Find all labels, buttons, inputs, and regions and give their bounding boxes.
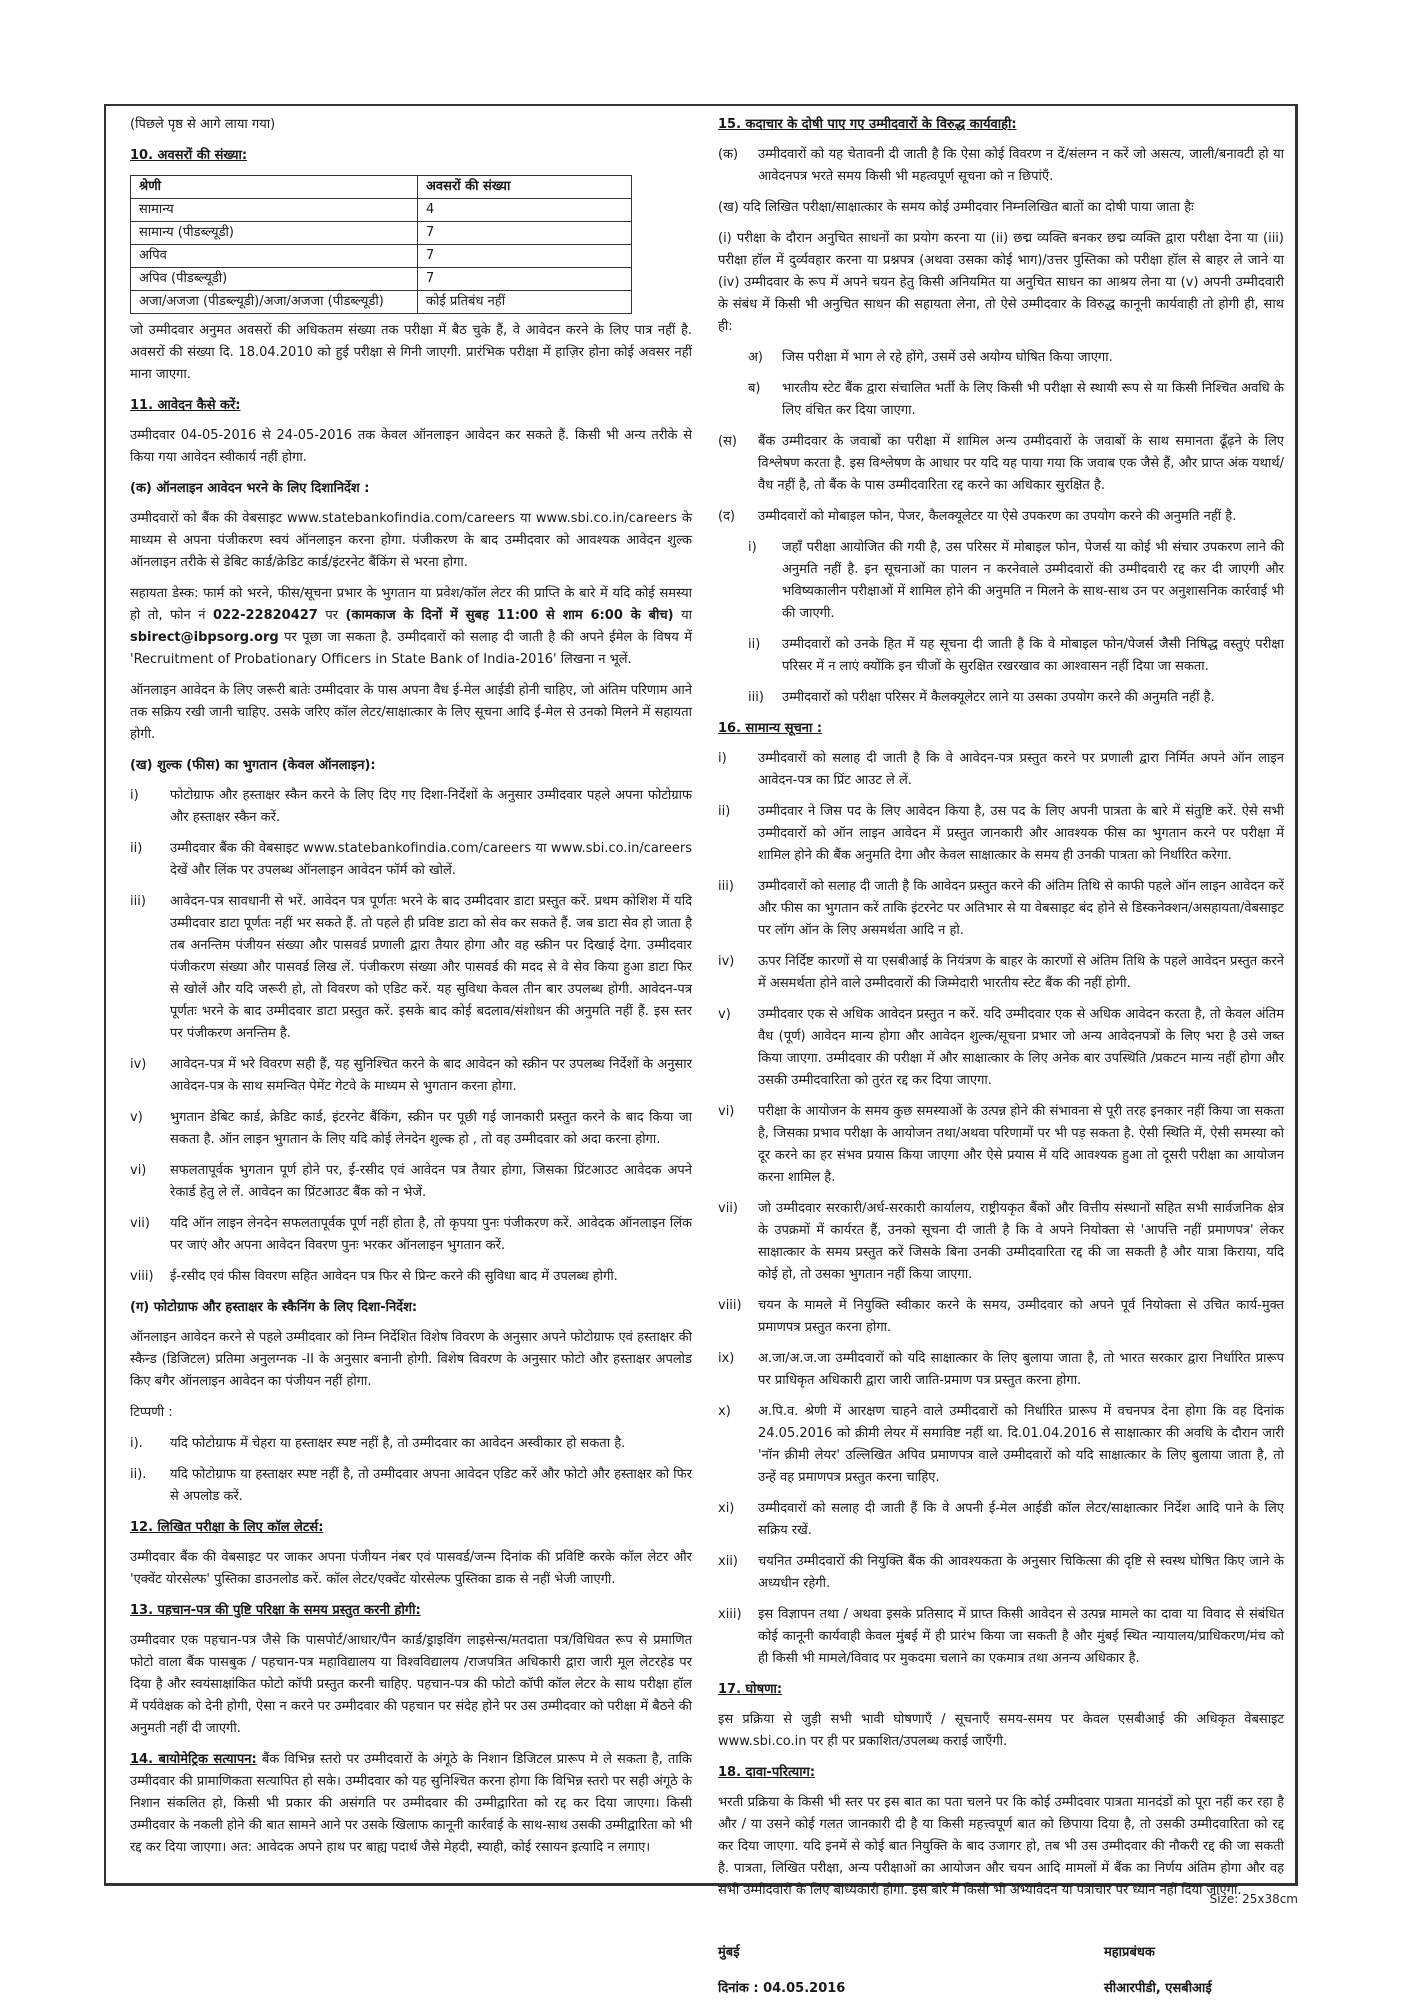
clause-sa [718,431,1284,497]
size-note: Size: 25x38cm [1209,1892,1298,1906]
helpdesk-text: पर [317,608,346,623]
item-text: आवेदन-पत्र सावधानी से भरें. आवेदन पत्र पूर्णतः भरने के बाद उम्मीदवार डाटा प्रस्तुत करें. प्रथम कोशिश में यदि उम्मीदवार डाटा पूर्णतः नहीं भर सकते हैं. तो पहले ही प्रविष्ट डाटा को सेव कर सकते हैं. जब डाटा सेव हो जाता है तब अनन्तिम पंजीयन संख्या और पासवर्ड प्रणाली द्वारा तैयार होगा और वह स्क्रीन पर दिखाई देगा. उम्मीदवार पंजीकरण संख्या और पासवर्ड लिख लें. पंजीकरण संख्या और पासवर्ड की मदद से वे सेव किया हुआ डाटा फिर से खोलें और यदि जरूरी हो, तो विवरण को एडिट करें. यह सुविधा केवल तीन बार उपलब्ध होगी. आवेदन-पत्र पूर्णतः भरने के बाद उम्मीदवार डाटा प्रस्तुत करें. इसके बाद कोई बदलाव/संशोधन की अनुमति नहीं हैं. इस स्तर पर पंजीकरण अनन्तिम है. [170,894,692,1041]
subsection-ga-title: (ग) फोटोग्राफ और हस्ताक्षर के स्कैनिंग के लिए दिशा-निर्देश: [130,1300,418,1315]
section-11-para: उम्मीदवार 04-05-2016 से 24-05-2016 तक केवल ऑनलाइन आवेदन कर सकते हैं. किसी भी अन्य तरीके से किया गया आवेदन स्वीकार्य नहीं होगा. [130,428,692,465]
item-text: जहाँ परीक्षा आयोजित की गयी है, उस परिसर में मोबाइल फोन, पेजर्स या कोई भी संचार उपकरण लाने की अनुमति नहीं है. इन सूचनाओं का पालन न करनेवाले उम्मीदवारों की उम्मीदवारी रद्द कर दी जाएगी और भविष्यकालीन परीक्षाओं में शामिल होने की अनुमति न मिलने के साथ-साथ उन पर अनुशासनिक कार्रवाई भी की जाएगी. [782,540,1284,621]
clause-marker: (स) [718,434,737,449]
fee-payment-item [130,1054,692,1098]
item-marker: iv) [130,1057,147,1072]
clause-marker: (द) [718,509,736,524]
attempts-cell: कोई प्रतिबंध नहीं [418,291,632,314]
item-marker: ii) [718,804,731,819]
table-row [131,245,632,268]
section-12-para: उम्मीदवार बैंक की वेबसाइट पर जाकर अपना पंजीयन नंबर एवं पासवर्ड/जन्म दिनांक की प्रविष्टि करके कॉल लेटर और 'एक्वेंट योरसेल्फ' पुस्तिका डाउनलोड करें. कॉल लेटर/एक्वेंट योरसेल्फ पुस्तिका डाक से नहीं भेजी जाएगी. [130,1550,692,1587]
attempts-cell: 7 [418,245,632,268]
item-marker: iii) [718,879,734,894]
item-marker: i) [130,788,139,803]
fee-payment-item [130,891,692,1045]
item-text: इस विज्ञापन तथा / अथवा इसके प्रतिसाद में प्राप्त किसी आवेदन से उत्पन्न मामले का दावा या विवाद से संबंधित कोई कानूनी कार्यवाही केवल मुंबई में ही प्रारंभ किया जा सकती है और मुंबई स्थित न्यायालय/प्राधिकरण/मंच को ही किसी भी मामले/विवाद पर मुकदमा चलाने का एकमात्र तथा अनन्य अधिकार है. [758,1607,1284,1666]
item-text: उम्मीदवार ने जिस पद के लिए आवेदन किया है, उस पद के लिए अपनी पात्रता के बारे में संतुष्टि करें. ऐसे सभी उम्मीदवारों को ऑन लाइन आवेदन में प्रस्तुत जानकारी और आवश्यक फीस का भुगतान करने पर परीक्षा में शामिल होने की बैंक अनुमति देगा और केवल साक्षात्कार के समय ही उनकी पात्रता को निर्धारित करेगा. [758,804,1284,863]
left-column [130,114,692,1868]
item-text: उम्मीदवारों को परीक्षा परिसर में कैलक्यूलेटर लाने या उसका उपयोग करने की अनुमति नहीं है. [782,690,1215,705]
item-marker: xii) [718,1554,738,1569]
general-info-item [718,1101,1284,1189]
attempts-table [130,175,632,314]
item-text: परीक्षा के आयोजन के समय कुछ समस्याओं के उत्पन्न होने की संभावना से पूरी तरह इनकार नहीं किया जा सकता है, जिसका प्रभाव परीक्षा के आयोजन तथा/अथवा परिणामों पर भी पड़ सकता है. ऐसी स्थिति में, ऐसी समस्या को दूर करने का हर संभव प्रयास किया जाएगा और ऐसे प्रयास में यदि आवश्यक हुआ तो दूसरी परीक्षा का आयोजन करना शामिल है. [758,1104,1284,1185]
item-text: उम्मीदवारों को सलाह दी जाती है कि आवेदन प्रस्तुत करने की अंतिम तिथि से काफी पहले ऑन लाइन आवेदन करें और फीस का भुगतान करें ताकि इंटरनेट पर अतिभार से या वेबसाइट बंद होने से डिस्कनेक्शन/असहायता/वेबसाइट पर लॉग ऑन के लिए असमर्थता आदि न हो. [758,879,1284,938]
item-marker: i) [718,751,727,766]
note-label: टिप्पणी : [130,1405,173,1420]
clause-marker: (क) [718,147,739,162]
section-12-title: 12. लिखित परीक्षा के लिए कॉल लेटर्स: [130,1520,324,1535]
item-text: चयनित उम्मीदवारों की नियुक्ति बैंक की आवश्यकता के अनुसार चिकित्सा की दृष्टि से स्वस्थ घोषित किए जाने के अध्यधीन रहेगी. [758,1554,1284,1591]
item-marker: अ) [748,350,764,365]
device-rules-list [718,537,1284,709]
signature-left [718,1942,845,2014]
general-info-item [718,1604,1284,1670]
clause-text: बैंक उम्मीदवार के जवाबों का परीक्षा में शामिल अन्य उम्मीदवारों के जवाबों के साथ समानता ढूँढ़ने के लिए विश्लेषण करता है. इस विश्लेषण के आधार पर यदि यह पाया गया कि जवाब एक जैसे हैं, और प्राप्त अंक यथार्थ/वैध नहीं है, तो बैंक के पास उम्मीदवारिता रद्द करने का अधिकार सुरक्षित है. [758,434,1284,493]
item-marker: ब) [748,381,761,396]
right-column [718,114,1284,2014]
item-text: यदि फोटोग्राफ में चेहरा या हस्ताक्षर स्पष्ट नहीं है, तो उम्मीदवार का आवेदन अस्वीकार हो सकता है. [170,1436,626,1451]
attempts-cell: 4 [418,199,632,222]
general-info-item [718,748,1284,792]
fee-payment-item [130,1160,692,1204]
section-10-title: 10. अवसरों की संख्या: [130,148,248,163]
item-text: भारतीय स्टेट बैंक द्वारा संचालित भर्ती के लिए किसी भी परीक्षा से स्थायी रूप से या किसी निश्चित अवधि के लिए वंचित कर दिया जाएगा. [782,381,1284,418]
section-10-para: जो उम्मीदवार अनुमत अवसरों की अधिकतम संख्या तक परीक्षा में बैठ चुके हैं, वे आवेदन करने के लिए पात्र नहीं है. अवसरों की संख्या दि. 18.04.2010 को हुई परीक्षा से गिनी जाएगी. प्रारंभिक परीक्षा में हाज़िर होना कोई अवसर नहीं माना जाएगा. [130,323,692,382]
signature-right [1104,1942,1284,2014]
general-info-item [718,1348,1284,1392]
category-cell: अपिव [131,245,418,268]
item-marker: i). [130,1436,143,1451]
helpdesk-hours: (कामकाज के दिनों में सुबह 11:00 से शाम 6:00 के बीच) [345,608,674,623]
table-header-row [131,176,632,199]
header-attempts: अवसरों की संख्या [418,176,632,199]
helpdesk-text: या [673,608,693,623]
device-rule-item [748,537,1284,625]
header-category: श्रेणी [131,176,418,199]
general-info-item [718,876,1284,942]
email-requirement-para: ऑनलाइन आवेदन के लिए जरूरी बातेः उम्मीदवार के पास अपना वैध ई-मेल आईडी होनी चाहिए, जो अंतिम परिणाम आने तक सक्रिय रखी जानी चाहिए. उसके जरिए कॉल लेटर/साक्षात्कार के लिए सूचना आदि ई-मेल से उनको मिलने में सहायता होगी. [130,683,692,742]
registration-para: उम्मीदवारों को बैंक की वेबसाइट www.statebankofindia.com/careers या www.sbi.co.in/careers के माध्यम से अपना पंजीकरण स्वयं ऑनलाइन करना होगा. पंजीकरण के बाद उम्मीदवार को आवश्यक आवेदन शुल्क ऑनलाइन तरीके से डेबिट कार्ड/क्रेडिट कार्ड/इंटरनेट बैंकिंग से भरना होगा. [130,511,692,570]
general-info-item [718,1551,1284,1595]
item-text: उम्मीदवारों को सलाह दी जाती हैं कि वे अपनी ई-मेल आईडी कॉल लेटर/साक्षात्कार निर्देश आदि पाने के लिए सक्रिय रखें. [758,1501,1284,1538]
item-marker: x) [718,1404,731,1419]
clause-da [718,506,1284,528]
section-13-para: उम्मीदवार एक पहचान-पत्र जैसे कि पासपोर्ट/आधार/पैन कार्ड/ड्राइविंग लाइसेन्स/मतदाता पत्र/विधिवत रूप से प्रमाणित फोटो वाला बैंक पासबुक / पहचान-पत्र महाविद्यालय या विश्वविद्यालय /राजपत्रित अधिकारी द्वारा जारी मूल लेटरहेड पर दिया है और स्वयंसाक्षांकित फोटो कॉपी प्रस्तुत करनी चाहिए. पहचान-पत्र की फोटो कॉपी कॉल लेटर के साथ परीक्षा हॉल में पर्यवेक्षक को देनी होगी, ऐसा न करने पर उम्मीदवार की पहचान पर संदेह होने पर उस उम्मीदवार को परीक्षा में बैठने की अनुमती नहीं दी जाएगी. [130,1633,692,1736]
subsection-ka-title: (क) ऑनलाइन आवेदन भरने के लिए दिशानिर्देश : [130,481,370,496]
item-marker: vii) [130,1216,150,1231]
item-text: आवेदन-पत्र में भरे विवरण सही हैं, यह सुनिश्चित करने के बाद आवेदन को स्क्रीन पर उपलब्ध निर्देशों के अनुसार आवेदन-पत्र के साथ समन्वित पेमेंट गेटवे के माध्यम से भुगतान करना होगा. [170,1057,692,1094]
item-marker: ix) [718,1351,735,1366]
section-11-title: 11. आवेदन कैसे करें: [130,398,241,413]
item-text: सफलतापूर्वक भुगतान पूर्ण होने पर, ई-रसीद एवं आवेदन पत्र तैयार होगा, जिसका प्रिंटआउट आवेदक अपने रेकार्ड हेतु ले लें. आवेदन का प्रिंटआउट बैंक को न भेजें. [170,1163,692,1200]
item-text: ई-रसीद एवं फीस विवरण सहित आवेदन पत्र फिर से प्रिन्ट करने की सुविधा बाद में उपलब्ध होगी. [170,1269,618,1284]
item-text: ऊपर निर्दिष्ट कारणों से या एसबीआई के नियंत्रण के बाहर के कारणों से अंतिम तिथि के पहले आवेदन प्रस्तुत करने में असमर्थता होने वाले उम्मीदवारों की जिम्मेदारी भारतीय स्टेट बैंक की नहीं होगी. [758,954,1284,991]
attempts-cell: 7 [418,268,632,291]
table-row [131,222,632,245]
item-marker: v) [718,1007,731,1022]
table-row [131,199,632,222]
item-marker: vi) [130,1163,147,1178]
consequence-item [748,347,1284,369]
item-marker: ii) [748,637,761,652]
item-marker: viii) [130,1269,154,1284]
clause-kha: (ख) यदि लिखित परीक्षा/साक्षात्कार के समय कोई उम्मीदवार निम्नलिखित बातों का दोषी पाया जाता हैः [718,200,1194,215]
helpdesk-para [130,583,692,671]
table-row [131,268,632,291]
item-text: उम्मीदवार एक से अधिक आवेदन प्रस्तुत न करें. यदि उम्मीदवार एक से अधिक आवेदन करता है, तो केवल अंतिम वैध (पूर्ण) आवेदन मान्य होगा और आवेदन शुल्क/सूचना प्रभार जो अन्य आवेदनपत्रों के लिए भरा है उसे जब्त किया जाएगा. उम्मीदवार की परीक्षा में और साक्षात्कार के लिए अनेक बार उपस्थिति /प्रकटन मान्य नहीं होगा और उसकी उम्मीदवारिता को तुरंत रद्द कर दिया जाएगा. [758,1007,1284,1088]
item-marker: iii) [748,690,764,705]
clause-text: उम्मीदवारों को मोबाइल फोन, पेजर, कैलक्यूलेटर या ऐसे उपकरण का उपयोग करने की अनुमति नहीं है. [758,509,1237,524]
section-16-title: 16. सामान्य सूचना : [718,721,823,736]
notes-list [130,1433,692,1508]
item-text: भुगतान डेबिट कार्ड, क्रेडिट कार्ड, इंटरनेट बैंकिंग, स्क्रीन पर पूछी गई जानकारी प्रस्तुत करने के बाद किया जा सकता है. ऑन लाइन भुगतान के लिए यदि कोई लेनदेन शुल्क हो , तो वह उम्मीदवार को अदा करना होगा. [170,1110,692,1147]
helpdesk-text: पर पूछा जा सकता है. उम्मीदवारों को सलाह दी जाती है की अपने ईमेल के विषय में 'Recruitment of Probationary Officers in State Bank of India-2016' लिखना न भूलें. [130,630,692,667]
item-marker: vi) [718,1104,735,1119]
misconduct-para: (i) परीक्षा के दौरान अनुचित साधनों का प्रयोग करना या (ii) छद्म व्यक्ति बनकर छद्म व्यक्ति द्वारा परीक्षा देना या (iii) परीक्षा हॉल में दुर्व्यवहार करना या प्रश्नपत्र (अथवा उसका कोई भाग)/उत्तर पुस्तिका को परीक्षा हॉल से बाहर ले जाने या (iv) उम्मीदवार के रूप में अपने चयन हेतु किसी अनियमित या अनुचित साधन का आश्रय लेना या (v) अपनी उम्मीदवारी के संबंध में किसी भी अनुचित साधन की सहायता लेना, तो ऐसे उम्मीदवार के विरुद्ध कानूनी कार्यवाही तो होगी ही, साथ ही: [718,231,1284,334]
signature-date: दिनांक : 04.05.2016 [718,1981,846,1996]
general-info-list [718,748,1284,1670]
device-rule-item [748,634,1284,678]
signature-place: मुंबई [718,1945,740,1960]
clause-ka [718,144,1284,188]
section-18-title: 18. दावा-परित्याग: [718,1765,816,1780]
section-14 [130,1749,692,1859]
item-text: उम्मीदवारों को उनके हित में यह सूचना दी जाती है कि वे मोबाइल फोन/पेजर्स जैसी निषिद्ध वस्तुएं परीक्षा परिसर में न लाएं क्योंकि इन चीजों के सुरक्षित रखरखाव का आश्वासन नहीं दिया जा सकता. [782,637,1284,674]
item-text: फोटोग्राफ और हस्ताक्षर स्कैन करने के लिए दिए गए दिशा-निर्देशों के अनुसार उम्मीदवार पहले अपना फोटोग्राफ और हस्ताक्षर स्कैन करें. [170,788,692,825]
section-18-para: भरती प्रक्रिया के किसी भी स्तर पर इस बात का पता चलने पर कि कोई उम्मीदवार पात्रता मानदंडों को पूरा नहीं कर रहा है और / या उसने कोई गलत जानकारी दी है या किसी महत्त्वपूर्ण बात को छिपाया दिया है, तो उसकी उम्मीदवारिता को रद्द कर दिया जाएगा. यदि इनमें से कोई बात नियुक्ति के बाद उजागर हो, तब भी उस उम्मीदवार की नौकरी रद्द की जा सकती है. पात्रता, लिखित परीक्षा, अन्य परीक्षाओं का आयोजन और चयन आदि मामलों में बैंक का निर्णय अंतिम होगा और वह सभी उम्मीदवारों के लिए बाध्यकारी होगा. इस बारे में किसी भी अभ्यावेदन या पत्राचार पर ध्यान नहीं दिया जाएगा. [718,1795,1284,1898]
signature-office: सीआरपीडी, एसबीआई [1104,1981,1212,1996]
device-rule-item [748,687,1284,709]
item-text: जो उम्मीदवार सरकारी/अर्ध-सरकारी कार्यालय, राष्ट्रीयकृत बैंकों और वित्तीय संस्थानों सहित सभी सार्वजनिक क्षेत्र के उपक्रमों में कार्यरत हैं, उनको सूचना दी जाती है कि वे अपने नियोक्ता से 'आपत्ति नहीं प्रमाणपत्र' लेकर साक्षात्कार के समय प्रस्तुत करें जिसके बिना उनकी उम्मीदवारिता रद्द की जा सकती है और यात्रा किराया, यदि कोई हो, तो उसका भुगतान नहीं किया जाएगा. [758,1201,1284,1282]
attempts-cell: 7 [418,222,632,245]
continued-note: (पिछले पृष्ठ से आगे लाया गया) [130,117,276,132]
item-marker: vii) [718,1201,738,1216]
fee-payment-item [130,785,692,829]
item-marker: viii) [718,1298,742,1313]
item-text: यदि ऑन लाइन लेनदेन सफलतापूर्वक पूर्ण नहीं होता है, तो कृपया पुनः पंजीकरण करें. आवेदक ऑनलाइन लिंक पर जाएं और अपना आवेदन विवरण पुनः भरकर ऑनलाइन भुगतान करें. [170,1216,692,1253]
section-17-para: इस प्रक्रिया से जुड़ी सभी भावी घोषणाएँ / सूचनाएँ समय-समय पर केवल एसबीआई की अधिकृत वेबसाइट www.sbi.co.in पर ही पर प्रकाशित/उपलब्ध कराई जाएँगी. [718,1712,1284,1749]
item-text: यदि फोटोग्राफ या हस्ताक्षर स्पष्ट नहीं है, तो उम्मीदवार अपना आवेदन एडिट करें और फोटो और हस्ताक्षर को फिर से अपलोड करें. [170,1467,692,1504]
table-row [131,291,632,314]
helpdesk-text: सहायता डेस्क: फार्म को भरने, फीस/सूचना प्रभार के भुगतान या प्रवेश/कॉल लेटर की प्राप्ति के बारे में यदि कोई समस्या हो तो, फोन नं [130,586,692,623]
item-marker: ii) [130,841,143,856]
clause-text: उम्मीदवारों को यह चेतावनी दी जाती है कि ऐसा कोई विवरण न दें/संलग्न न करें जो असत्य, जाली/बनावटी हो या आवेदनपत्र भरते समय किसी भी महत्वपूर्ण सूचना को न छिपांएँ. [758,147,1284,184]
item-marker: ii). [130,1467,147,1482]
category-cell: अपिव (पीडब्ल्यूडी) [131,268,418,291]
consequence-item [748,378,1284,422]
consequences-list [718,347,1284,422]
subsection-kha-title: (ख) शुल्क (फीस) का भुगतान (केवल ऑनलाइन): [130,758,376,773]
item-text: उम्मीदवार बैंक की वेबसाइट www.statebankofindia.com/careers या www.sbi.co.in/careers देखें और लिंक पर उपलब्ध ऑनलाइन आवेदन फॉर्म को खोलें. [170,841,692,878]
section-13-title: 13. पहचान-पत्र की पुष्टि परिक्षा के समय प्रस्तुत करनी होगी: [130,1603,421,1618]
note-item [130,1464,692,1508]
item-text: उम्मीदवारों को सलाह दी जाती है कि वे आवेदन-पत्र प्रस्तुत करने पर प्रणाली द्वारा निर्मित अपने ऑन लाइन आवेदन-पत्र का प्रिंट आउट ले लें. [758,751,1284,788]
item-text: चयन के मामले में नियुक्ति स्वीकार करने के समय, उम्मीदवार को अपने पूर्व नियोक्ता से उचित कार्य-मुक्त प्रमाणपत्र प्रस्तुत करना होगा. [758,1298,1284,1335]
general-info-item [718,1198,1284,1286]
fee-payment-item [130,1213,692,1257]
category-cell: सामान्य (पीडब्ल्यूडी) [131,222,418,245]
fee-payment-item [130,1107,692,1151]
item-text: अ.पि.व. श्रेणी में आरक्षण चाहने वाले उम्मीदवारों को निर्धारित प्रारूप में वचनपत्र देना होगा कि वह दिनांक 24.05.2016 को क्रीमी लेयर में समाविष्ट नहीं था. दि.01.04.2016 से साक्षात्कार की अवधि के दौरान जारी 'नॉन क्रीमी लेयर' उल्लिखित अपिव प्रमाणपत्र वाले उम्मीदवारों को यदि साक्षात्कार के लिए बुलाया जाता है, तो उन्हें वह प्रमाणपत्र प्रस्तुत करना चाहिए. [758,1404,1284,1485]
helpdesk-phone: 022-22820427 [212,608,318,623]
section-15-title: 15. कदाचार के दोषी पाए गए उम्मीदवारों के विरुद्ध कार्यवाही: [718,117,1017,132]
item-marker: i) [748,540,757,555]
photo-scan-para: ऑनलाइन आवेदन करने से पहले उम्मीदवार को निम्न निर्देशित विशेष विवरण के अनुसार अपने फोटोग्राफ एवं हस्ताक्षर की स्कैन्ड (डिजिटल) प्रतिमा अनुलग्नक -II के अनुसार बनानी होगी. विशेष विवरण के अनुसार फोटो और हस्ताक्षर अपलोड किए बगैर ऑनलाइन आवेदन का पंजीयन नहीं होगा. [130,1330,692,1389]
general-info-item [718,801,1284,867]
category-cell: सामान्य [131,199,418,222]
general-info-item [718,1401,1284,1489]
section-14-para: बैंक विभिन्न स्तरो पर उम्मीदवारों के अंगूठे के निशान डिजिटल प्रारूप मे ले सकता है, ताकि उम्मीदवार की प्रामाणिकता सत्यापित हो सके। उम्मीदवार को यह सुनिश्चित करना होगा कि विभिन्न स्तरो पर सही अंगूठे के निशान संकलित हो, किसी भी प्रकार की असंगति पर उम्मीदवार की उम्मीद्वारिता को रद्द कर दिया जाएगा। किसी उम्मीदवार के नकली होने की बात सामने आने पर उसके खिलाफ कानूनी कार्रवाई के साथ-साथ उसकी उम्मीद्वारिता को भी रद्द कर दिया जाएगा। अत: आवेदक अपने हाथ पर बाह्य पदार्थ जैसे मेहदी, स्याही, कोई रसायन इत्यादि न लगाए। [130,1752,693,1855]
item-text: जिस परीक्षा में भाग ले रहे होंगे, उसमें उसे अयोग्य घोषित किया जाएगा. [782,350,1113,365]
item-text: अ.जा/अ.ज.जा उम्मीदवारों को यदि साक्षात्कार के लिए बुलाया जाता है, तो भारत सरकार द्वारा निर्धारित प्रारूप पर प्राधिकृत अधिकारी द्वारा जारी जाति-प्रमाण पत्र प्रस्तुत करना होगा. [758,1351,1284,1388]
item-marker: xiii) [718,1607,742,1622]
item-marker: xi) [718,1501,735,1516]
section-17-title: 17. घोषणा: [718,1682,783,1697]
category-cell: अजा/अजजा (पीडब्ल्यूडी)/अजा/अजजा (पीडब्ल्यूडी) [131,291,418,314]
signature-designation: महाप्रबंधक [1104,1945,1155,1960]
general-info-item [718,1498,1284,1542]
general-info-item [718,951,1284,995]
fee-payment-list [130,785,692,1288]
helpdesk-email: sbirect@ibpsorg.org [130,630,279,645]
fee-payment-item [130,838,692,882]
section-14-title: 14. बायोमेट्रिक सत्यापन: [130,1752,257,1767]
fee-payment-item [130,1266,692,1288]
item-marker: iii) [130,894,146,909]
note-item [130,1433,692,1455]
item-marker: v) [130,1110,143,1125]
general-info-item [718,1295,1284,1339]
item-marker: iv) [718,954,735,969]
general-info-item [718,1004,1284,1092]
signature-block [718,1942,1284,2014]
